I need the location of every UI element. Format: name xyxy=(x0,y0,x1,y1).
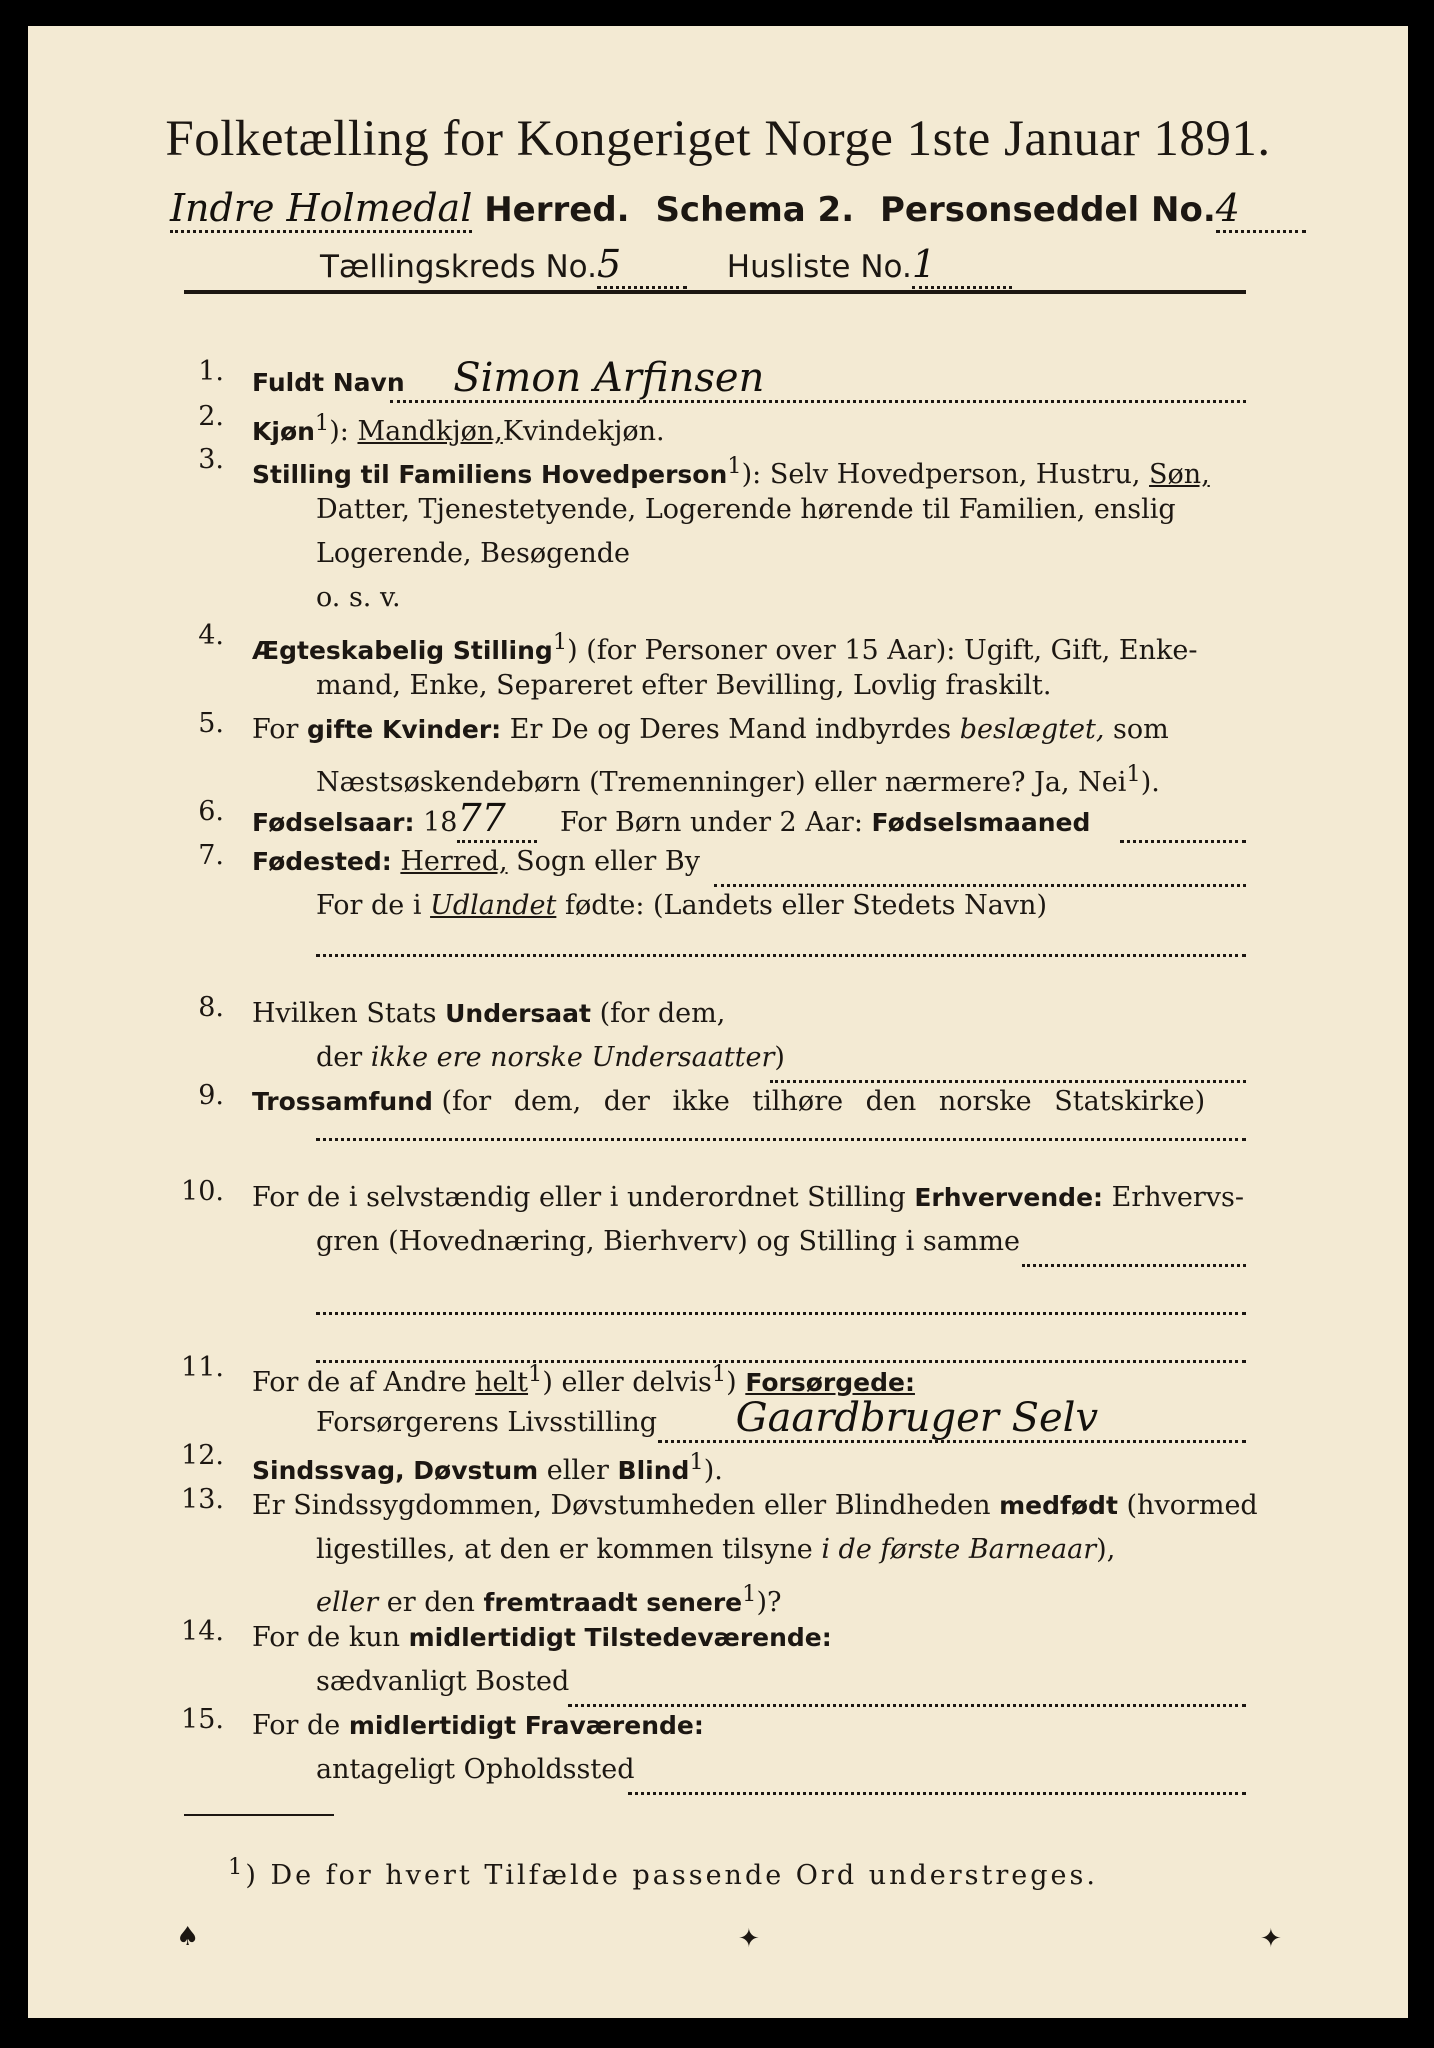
item-7-line-2 xyxy=(316,884,1047,928)
ornament-center-icon: ✦ xyxy=(738,1924,760,1954)
item-14 xyxy=(252,1616,832,1660)
item-11-value: Gaardbruger Selv xyxy=(735,1395,1099,1441)
footnote-text: ) De for hvert Tilfælde passende Ord understreges. xyxy=(245,1860,1098,1891)
ornament-right-icon: ✦ xyxy=(1260,1924,1282,1954)
item-13-line-2-a: ligestilles, at den er kommen tilsyne xyxy=(316,1534,813,1565)
herred-name: Indre Holmedal xyxy=(170,186,472,233)
item-5-text-italic: beslægtet, xyxy=(959,714,1105,745)
item-6-label: Fødselsaar: xyxy=(252,808,415,837)
item-7 xyxy=(252,840,700,884)
item-11-opt-helt: helt xyxy=(475,1367,529,1398)
kreds-label: Tællingskreds No. xyxy=(320,249,597,285)
item-6-year-value: 77 xyxy=(457,796,537,843)
item-9-text: (for dem, der ikke tilhøre den norske Statskirke) xyxy=(441,1086,1206,1117)
form-title: Folketælling for Kongeriget Norge 1ste Januar 1891. xyxy=(165,111,1271,167)
item-3-opt-son: Søn, xyxy=(1149,459,1210,490)
item-8-text-a: Hvilken Stats xyxy=(252,998,437,1029)
item-11-sup-2: 1 xyxy=(711,1361,727,1387)
item-12-label: Sindssvag, Døvstum xyxy=(252,1456,539,1485)
personseddel-no: 4 xyxy=(1216,186,1306,233)
item-15-number: 15. xyxy=(181,1704,224,1735)
item-8-line-2 xyxy=(316,1036,785,1080)
item-13-label-2: fremtraadt senere xyxy=(483,1588,743,1617)
item-14-label: midlertidigt Tilstedeværende: xyxy=(408,1623,832,1652)
footnote-rule xyxy=(184,1814,334,1816)
item-14-text-a: For de kun xyxy=(252,1622,400,1653)
item-15-line-2: antageligt Opholdssted xyxy=(316,1754,635,1785)
herred-line xyxy=(170,186,1306,233)
item-7-fill-2 xyxy=(316,954,1246,957)
item-11-sup: 1 xyxy=(528,1361,543,1387)
item-8-text-b: (for dem, xyxy=(599,998,726,1029)
item-13-number: 13. xyxy=(181,1484,224,1515)
footnote xyxy=(228,1854,1098,1891)
item-6 xyxy=(252,796,1090,845)
item-1-label: Fuldt Navn xyxy=(252,368,405,397)
item-1-value: Simon Arfinsen xyxy=(453,355,765,401)
item-15-fill xyxy=(628,1792,1246,1795)
item-7-line-2-b: fødte: (Landets eller Stedets Navn) xyxy=(564,890,1047,921)
item-7-line-2-italic: Udlandet xyxy=(430,890,557,921)
item-7-number: 7. xyxy=(198,840,224,871)
item-8-line-2-italic: ikke ere norske Undersaatter xyxy=(370,1042,775,1073)
item-13-sup: 1 xyxy=(742,1581,757,1607)
item-14-number: 14. xyxy=(181,1616,224,1647)
item-2-sup: 1 xyxy=(314,410,330,436)
item-6-year-prefix: 18 xyxy=(423,807,458,838)
item-12-label-2: Blind xyxy=(617,1456,690,1485)
item-9-label: Trossamfund xyxy=(252,1087,433,1116)
item-10-label: Erhvervende: xyxy=(914,1183,1104,1212)
item-11-line-2-text: Forsørgerens Livsstilling xyxy=(316,1407,658,1438)
item-3-label: Stilling til Familiens Hovedperson xyxy=(252,460,728,489)
item-3-text: ): Selv Hovedperson, Hustru, xyxy=(741,459,1141,490)
item-3-line-4: o. s. v. xyxy=(316,582,401,613)
item-11-fill xyxy=(658,1440,1246,1443)
item-7-line-2-a: For de i xyxy=(316,890,422,921)
item-9-number: 9. xyxy=(198,1080,224,1111)
item-10-text-b: Erhvervs- xyxy=(1111,1182,1245,1213)
item-5-line-2-text: Næstsøskendebørn (Tremenninger) eller nærmere? Ja, Nei xyxy=(316,767,1127,798)
item-13-text-a: Er Sindssygdommen, Døvstumheden eller Blindheden xyxy=(252,1490,991,1521)
item-4-sup: 1 xyxy=(552,629,568,655)
item-12-text-b: ). xyxy=(703,1455,723,1486)
item-10 xyxy=(252,1176,1244,1220)
item-3-line-2: Datter, Tjenestetyende, Logerende hørende til Familien, enslig xyxy=(316,494,1176,525)
item-4-text: ) (for Personer over 15 Aar): Ugift, Gift, Enke- xyxy=(567,635,1198,666)
item-13-line-2 xyxy=(316,1528,1115,1572)
item-5-label: gifte Kvinder: xyxy=(307,715,502,744)
item-5-sup: 1 xyxy=(1126,761,1141,787)
item-13-line-3-italic: eller xyxy=(316,1587,379,1618)
item-12-sup: 1 xyxy=(689,1449,704,1475)
item-8-number: 8. xyxy=(198,992,224,1023)
item-12-number: 12. xyxy=(181,1440,224,1471)
kreds-line xyxy=(320,242,1012,289)
item-13 xyxy=(252,1484,1258,1528)
item-9-fill xyxy=(316,1138,1246,1141)
personseddel-label: Personseddel No. xyxy=(879,190,1216,230)
item-2-opt-mand: Mandkjøn, xyxy=(357,416,503,447)
schema-label: Schema 2. xyxy=(655,190,855,230)
item-8 xyxy=(252,992,725,1036)
item-6-fill xyxy=(1120,840,1246,843)
husliste-label: Husliste No. xyxy=(726,249,912,285)
item-4-line-2: mand, Enke, Separeret efter Bevilling, Lovlig fraskilt. xyxy=(316,670,1052,701)
header-rule xyxy=(184,290,1246,294)
item-10-fill-2 xyxy=(316,1312,1246,1315)
item-13-line-2-italic: i de første Barneaar xyxy=(821,1534,1097,1565)
item-2-label: Kjøn xyxy=(252,417,315,446)
item-10-fill xyxy=(1022,1264,1246,1267)
item-2-opt-kvinde: Kvindekjøn. xyxy=(502,416,665,447)
item-13-label: medfødt xyxy=(999,1491,1118,1520)
census-form xyxy=(28,26,1408,2018)
item-15 xyxy=(252,1704,704,1748)
item-11-label: Forsørgede: xyxy=(745,1368,915,1397)
item-11-text-b: ) eller delvis xyxy=(542,1367,712,1398)
item-6-number: 6. xyxy=(198,796,224,827)
item-5-number: 5. xyxy=(198,708,224,739)
item-11-text-a: For de af Andre xyxy=(252,1367,467,1398)
item-5-text-b: Er De og Deres Mand indbyrdes xyxy=(509,714,952,745)
herred-label: Herred. xyxy=(484,190,630,230)
item-13-line-2-b: ), xyxy=(1096,1534,1116,1565)
item-5 xyxy=(252,708,1169,752)
item-7-opt-herred: Herred, xyxy=(400,846,508,877)
item-4-number: 4. xyxy=(198,620,224,651)
item-11-line-2 xyxy=(316,1396,1098,1445)
item-6-label-2: Fødselsmaaned xyxy=(871,808,1091,837)
item-5-line-2-end: ). xyxy=(1140,767,1160,798)
item-7-label: Fødested: xyxy=(252,847,392,876)
item-11-text-c: ) xyxy=(726,1367,737,1398)
item-11-number: 11. xyxy=(181,1352,224,1383)
item-8-line-2-b: ) xyxy=(774,1042,785,1073)
item-10-line-2: gren (Hovednæring, Bierhverv) og Stilling i samme xyxy=(316,1226,1021,1257)
item-10-number: 10. xyxy=(181,1176,224,1207)
ornament-left-icon: ♠ xyxy=(176,1922,200,1952)
item-13-line-3-a: er den xyxy=(386,1587,475,1618)
item-5-text-c: som xyxy=(1113,714,1169,745)
item-15-label: midlertidigt Fraværende: xyxy=(348,1711,704,1740)
item-5-text-a: For xyxy=(252,714,299,745)
item-12-text-a: eller xyxy=(546,1455,609,1486)
item-8-line-2-a: der xyxy=(316,1042,363,1073)
footnote-sup: 1 xyxy=(228,1854,246,1880)
item-2-text: ): xyxy=(329,416,349,447)
item-15-text-a: For de xyxy=(252,1710,341,1741)
item-7-text: Sogn eller By xyxy=(516,846,700,877)
item-13-line-3-b: )? xyxy=(756,1587,782,1618)
item-6-text-b: For Børn under 2 Aar: xyxy=(560,807,863,838)
husliste-no: 1 xyxy=(912,242,1012,289)
item-2-number: 2. xyxy=(198,401,224,432)
item-1 xyxy=(252,356,764,405)
item-3-number: 3. xyxy=(198,444,224,475)
kreds-no: 5 xyxy=(597,242,687,289)
item-3-line-3: Logerende, Besøgende xyxy=(316,538,630,569)
item-9 xyxy=(252,1080,1205,1124)
item-1-number: 1. xyxy=(198,356,224,387)
item-8-label: Undersaat xyxy=(445,999,591,1028)
item-4-label: Ægteskabelig Stilling xyxy=(252,636,553,665)
item-13-text-b: (hvormed xyxy=(1126,1490,1258,1521)
item-10-text-a: For de i selvstændig eller i underordnet Stilling xyxy=(252,1182,906,1213)
item-3-sup: 1 xyxy=(727,453,742,479)
item-14-line-2: sædvanligt Bosted xyxy=(316,1666,570,1697)
